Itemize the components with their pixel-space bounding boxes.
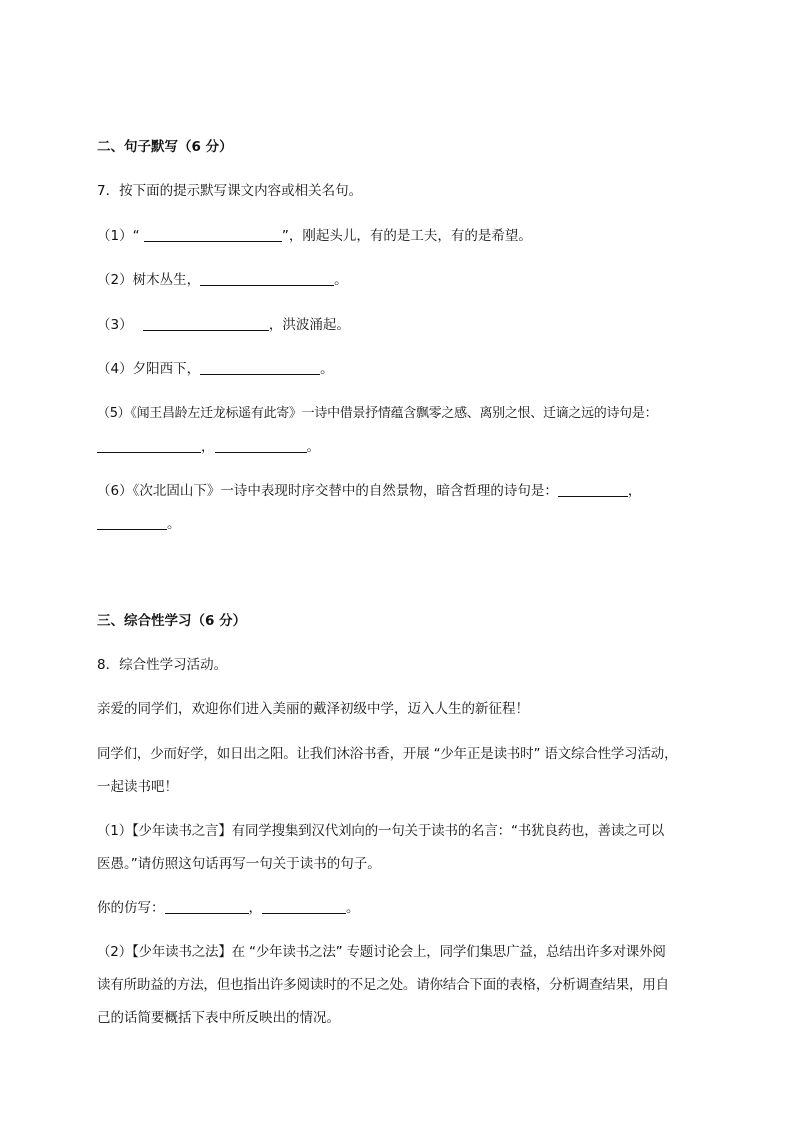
q7-item-6: （6）《次北固山下》一诗中表现时序交替中的自然景物，暗含哲理的诗句是： ， (97, 483, 642, 499)
q8-sub-2-line-3: 己的话简要概括下表中所反映出的情况。 (97, 1010, 340, 1026)
answer-blank[interactable] (558, 482, 628, 497)
answer-blank[interactable] (143, 316, 269, 331)
section-2-heading: 二、句子默写（6 分） (97, 139, 233, 155)
answer-blank[interactable] (144, 227, 282, 242)
q8-paragraph-2-line-2: 一起读书吧！ (97, 779, 178, 795)
answer-blank[interactable] (200, 360, 320, 375)
q7-item-5-blanks: ， 。 (97, 437, 700, 457)
q8-sub-1-line-1: （1）【少年读书之言】有同学搜集到汉代刘向的一句关于读书的名言：“书犹良药也，善读之可以 (97, 823, 665, 839)
answer-blank[interactable] (165, 899, 249, 914)
answer-blank[interactable] (215, 438, 307, 453)
q7-item-4: （4）夕阳西下， 。 (97, 361, 334, 377)
section-3-heading: 三、综合性学习（6 分） (97, 613, 247, 629)
question-8-stem: 8．综合性学习活动。 (97, 657, 228, 673)
q7-item-5: （5）《闻王昌龄左迁龙标遥有此寄》一诗中借景抒情蕴含飘零之感、离别之恨、迁谪之远的诗句是： (97, 406, 658, 421)
q8-sub-2-line-2: 读有所助益的方法，但也指出许多阅读时的不足之处。请你结合下面的表格，分析调查结果，用自 (97, 977, 669, 993)
question-7-stem: 7．按下面的提示默写课文内容或相关名句。 (97, 183, 363, 199)
q8-sub-2-line-1: （2）【少年读书之法】在 “少年读书之法” 专题讨论会上，同学们集思广益，总结出许多对课外阅 (97, 944, 666, 960)
q8-sub-1-line-2: 医愚。”请仿照这句话再写一句关于读书的句子。 (97, 856, 381, 872)
answer-blank[interactable] (97, 438, 201, 453)
q8-answer-line: 你的仿写： ， 。 (97, 900, 360, 916)
q7-item-1: （1）“ ”，刚起头儿，有的是工夫，有的是希望。 (97, 228, 532, 244)
q7-item-2: （2）树木丛生， 。 (97, 272, 348, 288)
answer-blank[interactable] (200, 271, 334, 286)
answer-blank[interactable] (97, 515, 167, 530)
answer-blank[interactable] (262, 899, 346, 914)
q7-item-3: （3） ，洪波涌起。 (97, 317, 350, 333)
q8-paragraph-1: 亲爱的同学们，欢迎你们进入美丽的戴泽初级中学，迈入人生的新征程！ (97, 701, 529, 717)
q7-item-6-blank-2: 。 (97, 514, 700, 534)
q8-paragraph-2-line-1: 同学们，少而好学，如日出之阳。让我们沐浴书香，开展 “少年正是读书时” 语文综合性学习活动， (97, 746, 678, 762)
